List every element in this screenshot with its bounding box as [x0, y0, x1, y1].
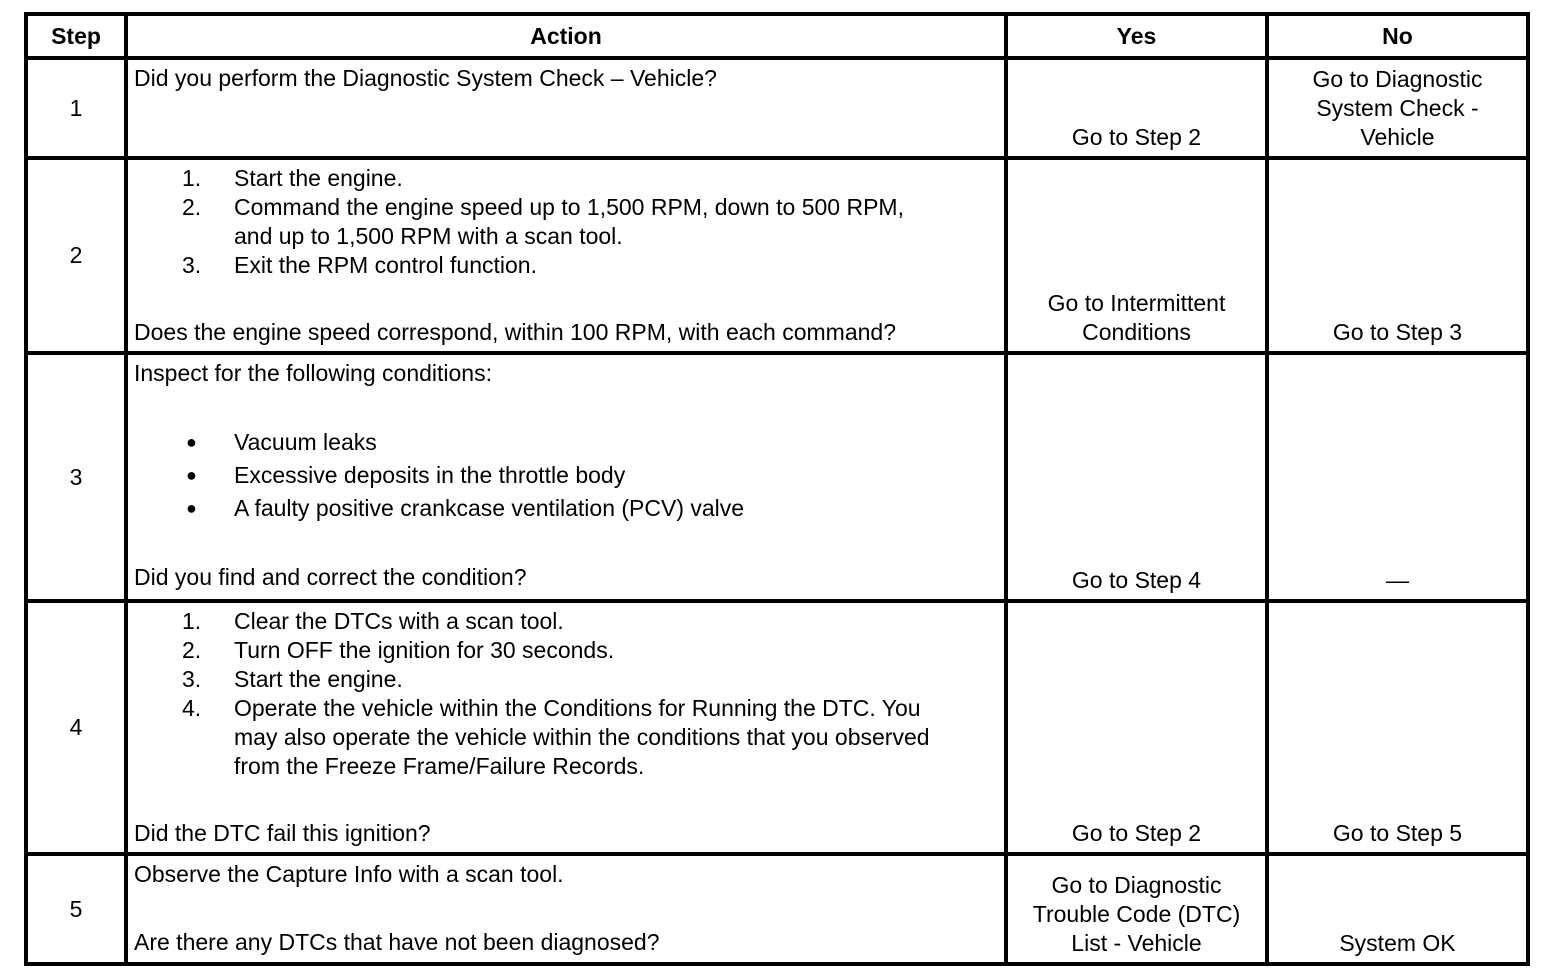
table-row — [26, 158, 1528, 353]
yes-cell — [1006, 158, 1267, 353]
bullet-text: Excessive deposits in the throttle body — [234, 462, 626, 488]
no-cell — [1267, 353, 1528, 601]
step-number: 2 — [26, 158, 126, 353]
step-number: 4 — [26, 601, 126, 854]
yes-line: List - Vehicle — [1071, 930, 1202, 956]
no-link[interactable]: Go to Step 5 — [1332, 820, 1463, 846]
action-question: Did you find and correct the condition? — [134, 564, 527, 590]
step-index: 3. — [182, 252, 202, 278]
bullet-list — [134, 426, 996, 525]
step-text: from the Freeze Frame/Failure Records. — [234, 753, 645, 779]
no-line: Go to Diagnostic — [1312, 66, 1483, 92]
header-row — [26, 14, 1528, 58]
bullet-text: A faulty positive crankcase ventilation (PCV) valve — [234, 495, 745, 521]
table-row — [26, 353, 1528, 601]
action-question: Did the DTC fail this ignition? — [134, 820, 431, 846]
bullet-icon: ● — [186, 498, 197, 518]
bullet-icon: ● — [186, 465, 197, 485]
action-question: Did you perform the Diagnostic System Check – Vehicle? — [134, 65, 717, 91]
no-cell — [1267, 58, 1528, 158]
numbered-step — [134, 251, 996, 280]
diagnostic-table — [24, 12, 1530, 966]
header-step: Step — [26, 14, 126, 58]
no-line: Vehicle — [1360, 124, 1435, 150]
step-index: 1. — [182, 165, 202, 191]
action-cell — [126, 601, 1006, 854]
action-question: Does the engine speed correspond, within 100 RPM, with each command? — [134, 319, 896, 345]
step-text: Turn OFF the ignition for 30 seconds. — [234, 637, 615, 663]
no-cell — [1267, 158, 1528, 353]
header-yes: Yes — [1006, 14, 1267, 58]
step-index: 1. — [182, 608, 202, 634]
yes-line: Trouble Code (DTC) — [1032, 901, 1241, 927]
numbered-step — [134, 636, 996, 665]
action-cell — [126, 58, 1006, 158]
action-intro: Observe the Capture Info with a scan tool. — [134, 861, 564, 887]
step-text: Start the engine. — [234, 165, 403, 191]
bullet-text: Vacuum leaks — [234, 429, 377, 455]
action-question: Are there any DTCs that have not been diagnosed? — [134, 929, 660, 955]
action-cell — [126, 158, 1006, 353]
step-text: Operate the vehicle within the Conditions for Running the DTC. You — [234, 695, 921, 721]
bullet-icon: ● — [186, 432, 197, 452]
step-number: 3 — [26, 353, 126, 601]
step-text: Command the engine speed up to 1,500 RPM, down to 500 RPM, — [234, 194, 904, 220]
step-text: Clear the DTCs with a scan tool. — [234, 608, 564, 634]
numbered-step — [134, 164, 996, 193]
no-dash: — — [1386, 567, 1409, 593]
step-index: 4. — [182, 695, 202, 721]
no-result: System OK — [1339, 930, 1456, 956]
yes-cell — [1006, 601, 1267, 854]
no-link[interactable]: Go to Step 3 — [1332, 319, 1463, 345]
no-cell — [1267, 601, 1528, 854]
step-index: 2. — [182, 637, 202, 663]
yes-line: Go to Diagnostic — [1051, 872, 1222, 898]
yes-link[interactable] — [1014, 289, 1259, 347]
list-item — [134, 459, 996, 492]
table-row — [26, 601, 1528, 854]
yes-line: Go to Intermittent — [1047, 290, 1226, 316]
yes-link[interactable] — [1014, 871, 1259, 958]
table-row — [26, 58, 1528, 158]
table-row — [26, 854, 1528, 964]
no-line: System Check - — [1316, 95, 1479, 121]
step-text: Exit the RPM control function. — [234, 252, 537, 278]
yes-cell — [1006, 854, 1267, 964]
step-index: 3. — [182, 666, 202, 692]
step-text: and up to 1,500 RPM with a scan tool. — [234, 223, 623, 249]
no-cell — [1267, 854, 1528, 964]
list-item — [134, 426, 996, 459]
numbered-step — [134, 193, 996, 251]
yes-line: Conditions — [1082, 319, 1191, 345]
action-cell — [126, 854, 1006, 964]
header-action: Action — [126, 14, 1006, 58]
yes-cell — [1006, 353, 1267, 601]
action-intro: Inspect for the following conditions: — [134, 360, 492, 386]
no-link[interactable] — [1275, 65, 1520, 152]
yes-cell — [1006, 58, 1267, 158]
list-item — [134, 492, 996, 525]
yes-link[interactable]: Go to Step 2 — [1071, 820, 1202, 846]
numbered-step — [134, 665, 996, 694]
numbered-steps — [134, 164, 996, 280]
step-text: Start the engine. — [234, 666, 403, 692]
yes-link[interactable]: Go to Step 4 — [1071, 567, 1202, 593]
yes-link[interactable]: Go to Step 2 — [1071, 124, 1202, 150]
header-no: No — [1267, 14, 1528, 58]
action-cell — [126, 353, 1006, 601]
step-text: may also operate the vehicle within the conditions that you observed — [234, 724, 930, 750]
step-number: 1 — [26, 58, 126, 158]
step-index: 2. — [182, 194, 202, 220]
step-number: 5 — [26, 854, 126, 964]
numbered-steps — [134, 607, 996, 781]
numbered-step — [134, 694, 996, 781]
numbered-step — [134, 607, 996, 636]
